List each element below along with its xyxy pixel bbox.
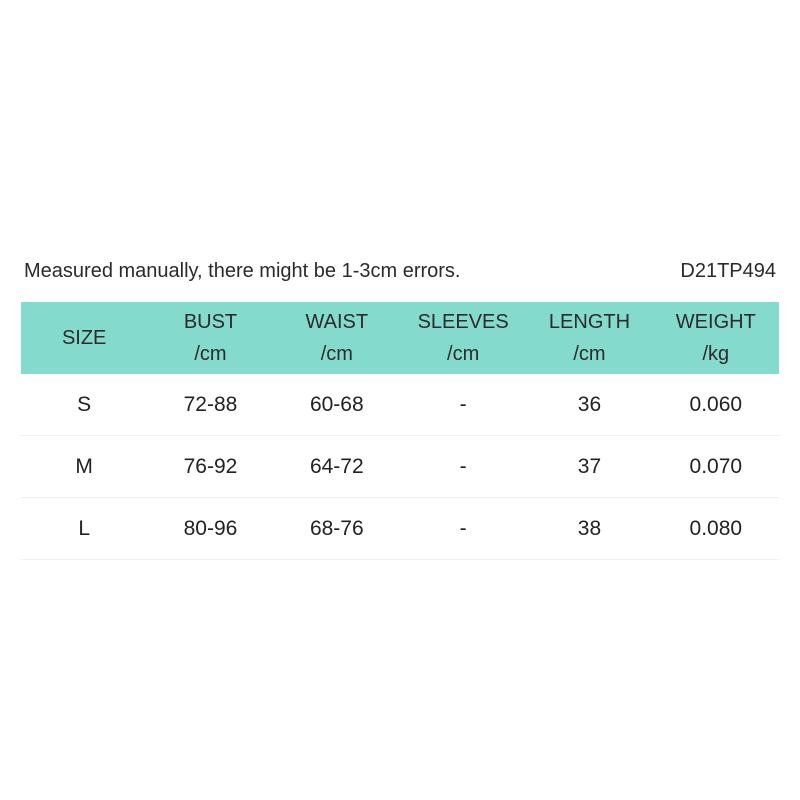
header-label: SIZE	[61, 327, 107, 349]
header-label: BUST	[183, 311, 238, 333]
cell-size: M	[75, 454, 93, 478]
header-length	[526, 306, 652, 370]
table-row	[21, 436, 779, 498]
cell-sleeves: -	[459, 454, 467, 478]
cell-sleeves: -	[459, 392, 467, 416]
header-label: WAIST	[305, 311, 369, 333]
table-row	[21, 498, 779, 560]
cell-bust: 76-92	[183, 454, 238, 478]
header-size	[21, 322, 147, 354]
header-weight	[653, 306, 779, 370]
cell-bust: 72-88	[183, 392, 238, 416]
table-row	[21, 374, 779, 436]
cell-size: L	[78, 516, 90, 540]
cell-weight: 0.060	[689, 392, 743, 416]
header-label: LENGTH	[548, 311, 631, 333]
header-unit: /cm	[447, 343, 480, 365]
header-unit: /cm	[573, 343, 606, 365]
header-bust	[147, 306, 273, 370]
cell-waist: 60-68	[309, 392, 364, 416]
cell-sleeves: -	[459, 516, 467, 540]
header-unit: /cm	[194, 343, 227, 365]
product-code: D21TP494	[680, 259, 776, 282]
header-sleeves	[400, 306, 526, 370]
cell-size: S	[77, 392, 92, 416]
table-header-row	[21, 302, 779, 374]
measurement-note: Measured manually, there might be 1-3cm errors.	[24, 259, 461, 282]
cell-length: 37	[577, 454, 602, 478]
cell-waist: 68-76	[309, 516, 364, 540]
cell-waist: 64-72	[309, 454, 364, 478]
header-unit: /kg	[702, 343, 730, 365]
cell-length: 36	[577, 392, 602, 416]
caption-row	[24, 256, 776, 286]
cell-bust: 80-96	[183, 516, 238, 540]
header-label: SLEEVES	[417, 311, 509, 333]
cell-weight: 0.070	[689, 454, 743, 478]
header-label: WEIGHT	[675, 311, 756, 333]
cell-weight: 0.080	[689, 516, 743, 540]
header-waist	[274, 306, 400, 370]
cell-length: 38	[577, 516, 602, 540]
header-unit: /cm	[320, 343, 353, 365]
size-chart-table	[21, 302, 779, 560]
